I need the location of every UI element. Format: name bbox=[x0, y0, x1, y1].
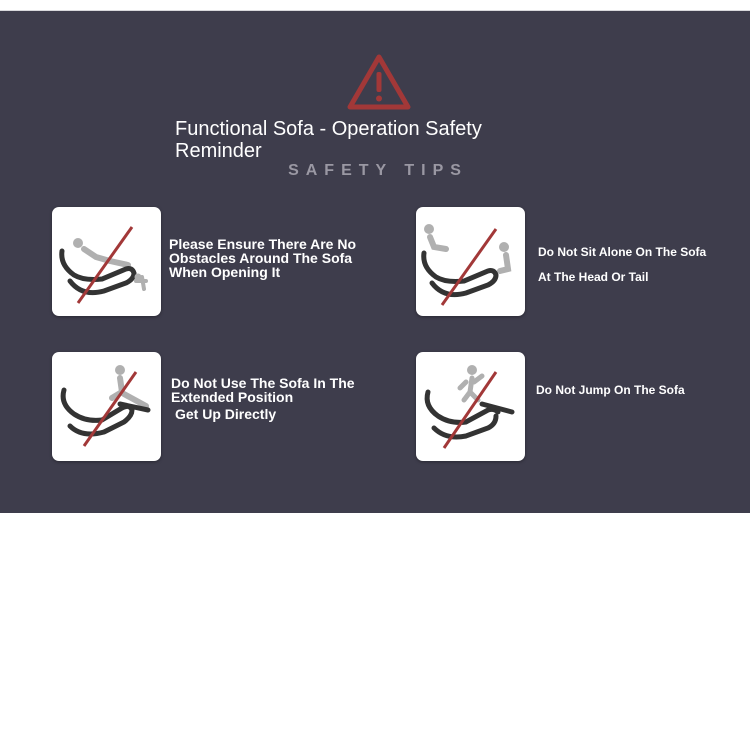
page-subtitle: SAFETY TIPS bbox=[288, 162, 468, 179]
tip-line: Do Not Jump On The Sofa bbox=[536, 383, 685, 397]
top-divider bbox=[0, 0, 750, 11]
sofa-obstacle-icon bbox=[52, 207, 161, 316]
tip-jump-text bbox=[536, 382, 726, 398]
page-title: Functional Sofa - Operation Safety Reminder bbox=[175, 118, 482, 162]
tip-sit-alone-text bbox=[538, 240, 728, 290]
tip-line: When Opening It bbox=[169, 264, 281, 280]
sofa-extended-icon bbox=[52, 352, 161, 461]
tip-line: Extended Position bbox=[171, 389, 294, 405]
tip-line: Do Not Use The Sofa In The bbox=[171, 375, 355, 391]
sofa-sit-alone-icon bbox=[416, 207, 525, 316]
tip-line: At The Head Or Tail bbox=[538, 270, 649, 284]
tip-extended-text bbox=[171, 376, 371, 421]
tip-line: Please Ensure There Are No bbox=[169, 236, 357, 252]
sofa-jump-icon bbox=[416, 352, 525, 461]
tip-obstacles-text bbox=[169, 237, 369, 279]
warning-icon bbox=[347, 53, 411, 111]
tip-line: Obstacles Around The Sofa bbox=[169, 250, 353, 266]
tip-line: Get Up Directly bbox=[175, 406, 277, 422]
tip-line: Do Not Sit Alone On The Sofa bbox=[538, 245, 707, 259]
